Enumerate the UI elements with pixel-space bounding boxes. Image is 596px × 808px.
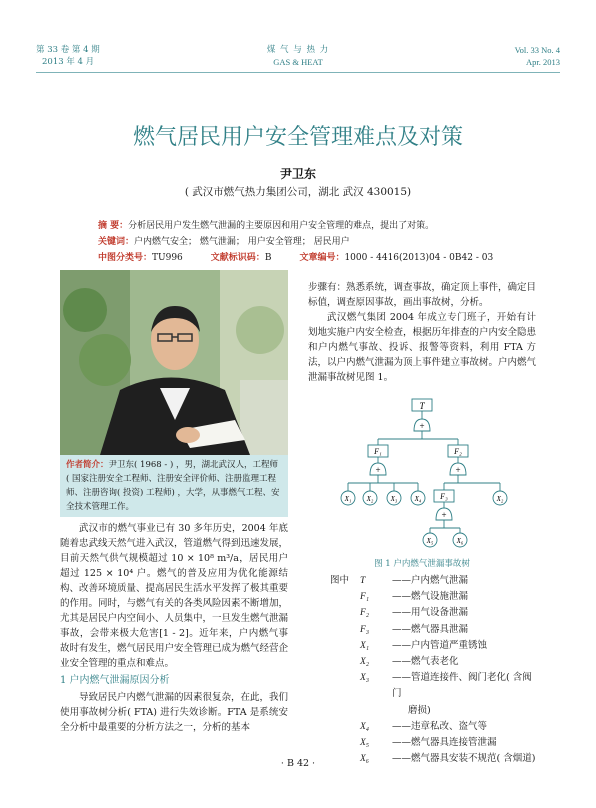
date-en: Apr. 2013: [526, 57, 560, 67]
legend-text: ——燃气器具安装不规范( 含烟道): [392, 753, 536, 765]
figure-caption: 图 1 户内燃气泄漏事故树: [374, 559, 470, 569]
legend-text: ——违章私改、盗气等: [392, 720, 488, 732]
legend-text: ——燃气器具泄漏: [392, 623, 469, 635]
legend-symbol: F₂: [360, 608, 370, 619]
basic-event-X2-label: X₂: [366, 495, 374, 503]
legend-text: ——燃气器具连接管泄漏: [392, 737, 497, 749]
doc-code-label: 文献标识码：: [210, 253, 265, 263]
basic-event-X1-label: X₁: [344, 495, 352, 503]
issue-date: 2013 年 4 月: [42, 57, 95, 67]
legend-row: [330, 605, 540, 621]
legend-symbol: X₄: [360, 721, 370, 732]
abstract: [98, 219, 434, 233]
left-column: [60, 521, 288, 735]
or-gate-top-symbol: +: [419, 421, 425, 431]
keywords-label: 关键词：: [98, 237, 135, 247]
legend-text: ——燃气设施泄漏: [392, 591, 469, 603]
legend-row: [330, 703, 540, 719]
article-title: 燃气居民用户安全管理难点及对策: [132, 125, 463, 150]
section-heading-1: 1 户内燃气泄漏原因分析: [60, 675, 170, 686]
legend-row: [330, 573, 540, 589]
legend-symbol: X₃: [360, 673, 370, 684]
basic-event-X5-label: X₅: [426, 537, 434, 545]
author-name: 尹卫东: [279, 167, 316, 181]
journal-volume-en: [515, 44, 560, 68]
event-F2-label: F₂: [454, 447, 462, 456]
event-F3-label: F₃: [440, 492, 448, 501]
basic-event-X4-label: X₄: [414, 495, 422, 503]
doc-code-value: B: [264, 253, 272, 263]
journal-name-en: GAS & HEAT: [273, 57, 323, 67]
volume-issue: 第 33 卷 第 4 期: [36, 45, 100, 55]
author-photo: [60, 270, 288, 455]
legend-symbol: X₆: [360, 754, 370, 765]
figure-legend: [330, 573, 540, 767]
legend-symbol: F₃: [360, 624, 370, 635]
abstract-label: 摘 要：: [98, 221, 129, 231]
legend-symbol: [360, 703, 392, 719]
legend-lead: 图中: [330, 575, 350, 586]
legend-text: 磨损): [408, 704, 431, 716]
top-event-label: T: [419, 401, 425, 411]
wuhan-gas-paragraph: 武汉燃气集团 2004 年成立专门班子，开始有计划地实施户内安全检查，根据历年排查的户内安全隐患和户内燃气事故、投诉、报警等资料，利用 FTA 方法，以户内燃气泄漏为顶上事件建立事故树。户内燃气泄漏事故树见图 1。: [308, 312, 537, 383]
volume-en: Vol. 33 No. 4: [514, 45, 560, 55]
basic-event-X3-label: X₃: [390, 495, 398, 503]
keywords-text: 户内燃气安全； 燃气泄漏； 用户安全管理； 居民用户: [134, 237, 350, 247]
or-gate-F3-symbol: +: [441, 510, 447, 520]
legend-text: ——燃气表老化: [392, 656, 459, 668]
legend-text: ——户内燃气泄漏: [392, 575, 469, 586]
or-gate-F1-symbol: +: [375, 465, 381, 475]
author-photo-illustration: [60, 270, 288, 455]
legend-symbol: X₂: [360, 657, 370, 668]
event-F1-label: F₁: [374, 447, 382, 456]
article-number-label: 文章编号：: [299, 253, 345, 263]
journal-name: [0, 44, 596, 68]
author-bio: [60, 455, 288, 517]
clc-value: TU996: [152, 253, 183, 263]
steps-paragraph: 步骤有：熟悉系统，调查事故，确定顶上事件，确定目标值，调查原因事故，画出事故树，分析。: [308, 282, 537, 308]
or-gate-F2-symbol: +: [455, 465, 461, 475]
abstract-text: 分析居民用户发生燃气泄漏的主要原因和用户安全管理的难点，提出了对策。: [128, 221, 435, 231]
author-affiliation: ( 武汉市燃气热力集团公司，湖北 武汉 430015): [184, 186, 412, 198]
legend-row: [330, 638, 540, 654]
legend-text: ——户内管道严重锈蚀: [392, 639, 488, 651]
bio-label: 作者简介：: [66, 460, 109, 470]
clc-label: 中图分类号：: [98, 253, 153, 263]
bio-text: 尹卫东( 1968 - ) ，男，湖北武汉人，工程师 ( 国家注册安全工程师、注册安全评价师、注册监理工程师、注册咨询( 投资) 工程师) ，大学，从事燃气工程、安全技术管理工作。: [66, 460, 280, 512]
right-column: [308, 280, 536, 385]
fault-tree-diagram: [308, 395, 536, 555]
legend-row: [330, 589, 540, 605]
keywords: [98, 235, 350, 249]
fta-paragraph: 导致居民户内燃气泄漏的因素很复杂，在此，我们使用事故树分析( FTA) 进行失效诊断。FTA 是系统安全分析中最重要的分析方法之一，分析的基本: [60, 692, 289, 733]
legend-row: [330, 622, 540, 638]
legend-symbol: F₁: [360, 592, 370, 603]
legend-text: ——用气设备泄漏: [392, 607, 469, 619]
journal-name-cn: 煤 气 与 热 力: [266, 45, 330, 55]
header-rule: [36, 72, 560, 73]
basic-event-X6-label: X₆: [456, 537, 464, 545]
legend-symbol: X₅: [360, 738, 370, 749]
legend-row: [330, 670, 540, 702]
legend-row: [330, 735, 540, 751]
page-number: · B 42 ·: [280, 758, 316, 769]
legend-row: [330, 719, 540, 735]
legend-text: ——管道连接件、阀门老化( 含阀门: [392, 672, 532, 700]
intro-paragraph: 武汉市的燃气事业已有 30 多年历史，2004 年底随着忠武线天然气进入武汉，管道燃气得到迅速发展，目前天然气供气规模超过 10 × 10⁸ m³/a，居民用户超过 125 × 10⁴ 户。燃气的普及应用为优化能源结构、改善环境质量、提高居民生活水平发挥了极其重要的作用。同时，与燃气有关的各类风险因素不断增加，尤其是居民户内空间小、人员集中，一旦发生燃气泄漏事故，会带来极大危害[1 - 2]。近年来，户内燃气事故时有发生，燃气居民用户安全管理已成为燃气经营企业安全管理的重点和难点。: [60, 523, 289, 669]
article-number-value: 1000 - 4416(2013)04 - 0B42 - 03: [344, 253, 494, 263]
legend-row: [330, 654, 540, 670]
legend-symbol: X₁: [360, 640, 370, 651]
classification-row: [98, 251, 493, 265]
legend-symbol: T: [360, 576, 366, 586]
basic-event-X2-right-label: X₂: [496, 495, 504, 503]
